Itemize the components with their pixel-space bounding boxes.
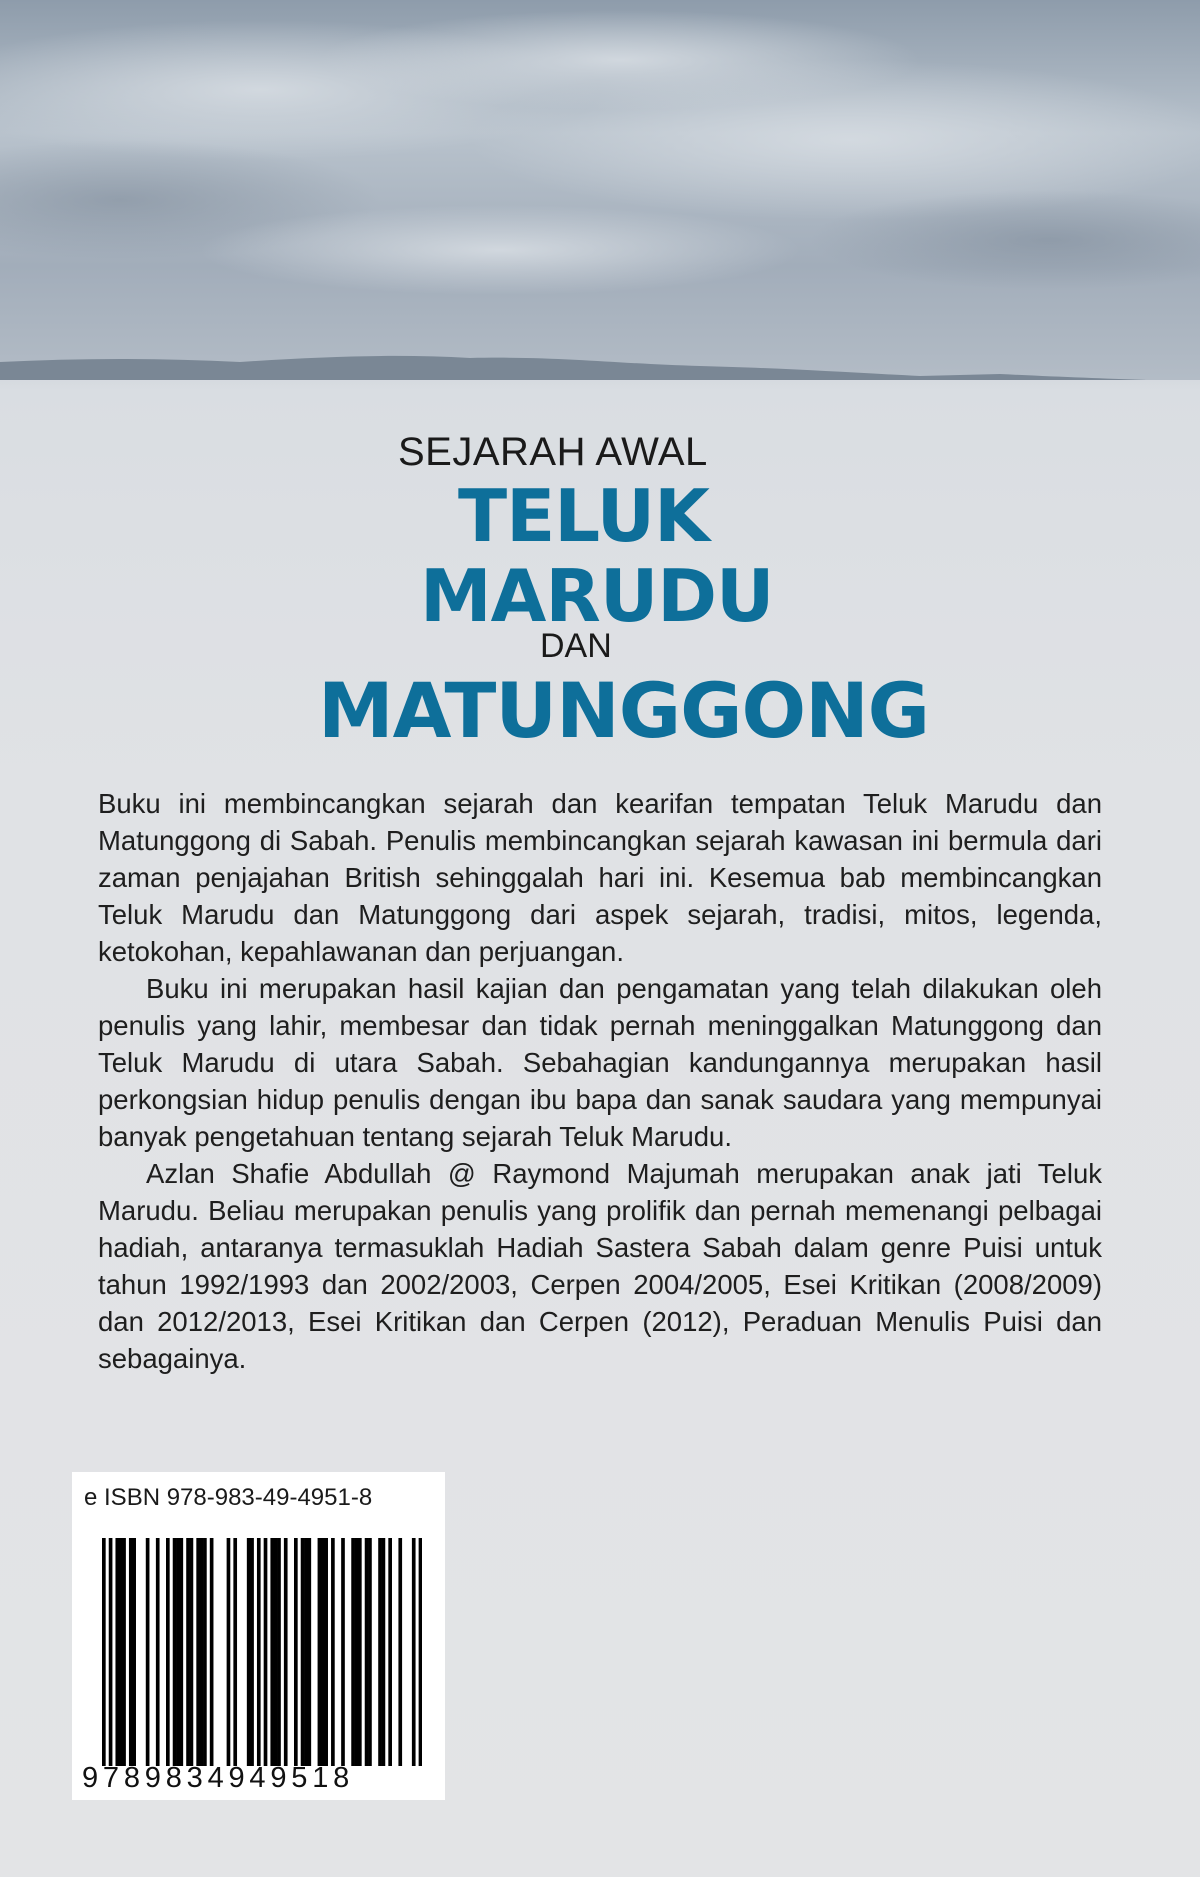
barcode xyxy=(102,1538,422,1766)
barcode-bar xyxy=(233,1538,237,1766)
barcode-bar xyxy=(119,1538,123,1766)
barcode-bar xyxy=(277,1538,281,1766)
barcode-bar xyxy=(331,1538,335,1766)
barcode-bar xyxy=(200,1538,204,1766)
barcode-bar xyxy=(179,1538,183,1766)
blurb-paragraph: Azlan Shafie Abdullah @ Raymond Majumah merupakan anak jati Teluk Marudu. Beliau merupakan penulis yang prolifik dan pernah memenangi pelbagai hadiah, antaranya termasuklah Hadiah Sastera Sabah dalam genre Puisi untuk tahun 1992/1993 dan 2002/2003, Cerpen 2004/2005, Esei Kritikan (2008/2009) dan 2012/2013, Esei Kritikan dan Cerpen (2012), Peraduan Menulis Puisi dan sebagainya. xyxy=(98,1158,1102,1374)
barcode-bar xyxy=(186,1538,190,1766)
barcode-bar xyxy=(129,1538,133,1766)
isbn-label: e ISBN 978-983-49-4951-8 xyxy=(84,1484,373,1511)
blurb-paragraph: Buku ini membincangkan sejarah dan kearifan tempatan Teluk Marudu dan Matunggong di Sabah. Penulis membincangkan sejarah kawasan ini bermula dari zaman penjajahan British sehinggalah hari ini. Kesemua bab membincangkan Teluk Marudu dan Matunggong dari aspek sejarah, tradisi, mitos, legenda, ketokohan, kepahlawanan dan perjuangan. xyxy=(98,788,1102,967)
barcode-bar xyxy=(109,1538,113,1766)
title-line-marudu: MARUDU xyxy=(420,554,774,638)
isbn-barcode-box xyxy=(72,1472,445,1800)
title-block xyxy=(0,430,1200,755)
barcode-bar xyxy=(368,1538,372,1766)
barcode-bar xyxy=(132,1538,136,1766)
barcode-bar xyxy=(419,1538,422,1766)
barcode-bar xyxy=(284,1538,288,1766)
barcode-bar xyxy=(412,1538,416,1766)
barcode-bar xyxy=(122,1538,126,1766)
barcode-bar xyxy=(166,1538,170,1766)
barcode-bar xyxy=(294,1538,298,1766)
barcode-bar xyxy=(398,1538,402,1766)
barcode-bar xyxy=(388,1538,392,1766)
barcode-bar xyxy=(307,1538,311,1766)
barcode-bar xyxy=(365,1538,369,1766)
barcode-bar xyxy=(274,1538,278,1766)
barcode-bar xyxy=(341,1538,345,1766)
blurb-paragraph: Buku ini merupakan hasil kajian dan pengamatan yang telah dilakukan oleh penulis yang lahir, membesar dan tidak pernah meninggalkan Matunggong dan Teluk Marudu di utara Sabah. Sebahagian kandungannya merupakan hasil perkongsian hidup penulis dengan ibu bapa dan sanak saudara yang mempunyai banyak pengetahuan tentang sejarah Teluk Marudu. xyxy=(98,973,1102,1152)
barcode-bar xyxy=(301,1538,305,1766)
barcode-bar xyxy=(203,1538,207,1766)
barcode-bar xyxy=(210,1538,214,1766)
barcode-bar xyxy=(358,1538,362,1766)
barcode-bar xyxy=(247,1538,251,1766)
sky-sea-background xyxy=(0,0,1200,380)
barcode-bar xyxy=(304,1538,308,1766)
barcode-bar xyxy=(351,1538,355,1766)
title-line-teluk: TELUK xyxy=(458,474,709,558)
barcode-bar xyxy=(176,1538,180,1766)
barcode-bar xyxy=(156,1538,160,1766)
barcode-bar xyxy=(270,1538,274,1766)
barcode-bar xyxy=(173,1538,177,1766)
title-line-matunggong: MATUNGGONG xyxy=(318,666,930,755)
barcode-bar xyxy=(102,1538,106,1766)
barcode-bar xyxy=(318,1538,322,1766)
barcode-bar xyxy=(355,1538,359,1766)
barcode-bar xyxy=(250,1538,254,1766)
barcode-bar xyxy=(146,1538,150,1766)
barcode-bar xyxy=(324,1538,328,1766)
barcode-bar xyxy=(190,1538,194,1766)
barcode-bar xyxy=(264,1538,268,1766)
title-line-dan: DAN xyxy=(540,627,612,665)
title-line-sejarah-awal: SEJARAH AWAL xyxy=(398,430,708,474)
book-blurb xyxy=(98,785,1102,1377)
barcode-digits: 9789834949518 xyxy=(82,1762,355,1794)
barcode-bar xyxy=(321,1538,325,1766)
barcode-bar xyxy=(378,1538,382,1766)
barcode-bar xyxy=(227,1538,231,1766)
barcode-bar xyxy=(115,1538,119,1766)
barcode-bar xyxy=(196,1538,200,1766)
barcode-bar xyxy=(382,1538,386,1766)
barcode-bar xyxy=(257,1538,261,1766)
